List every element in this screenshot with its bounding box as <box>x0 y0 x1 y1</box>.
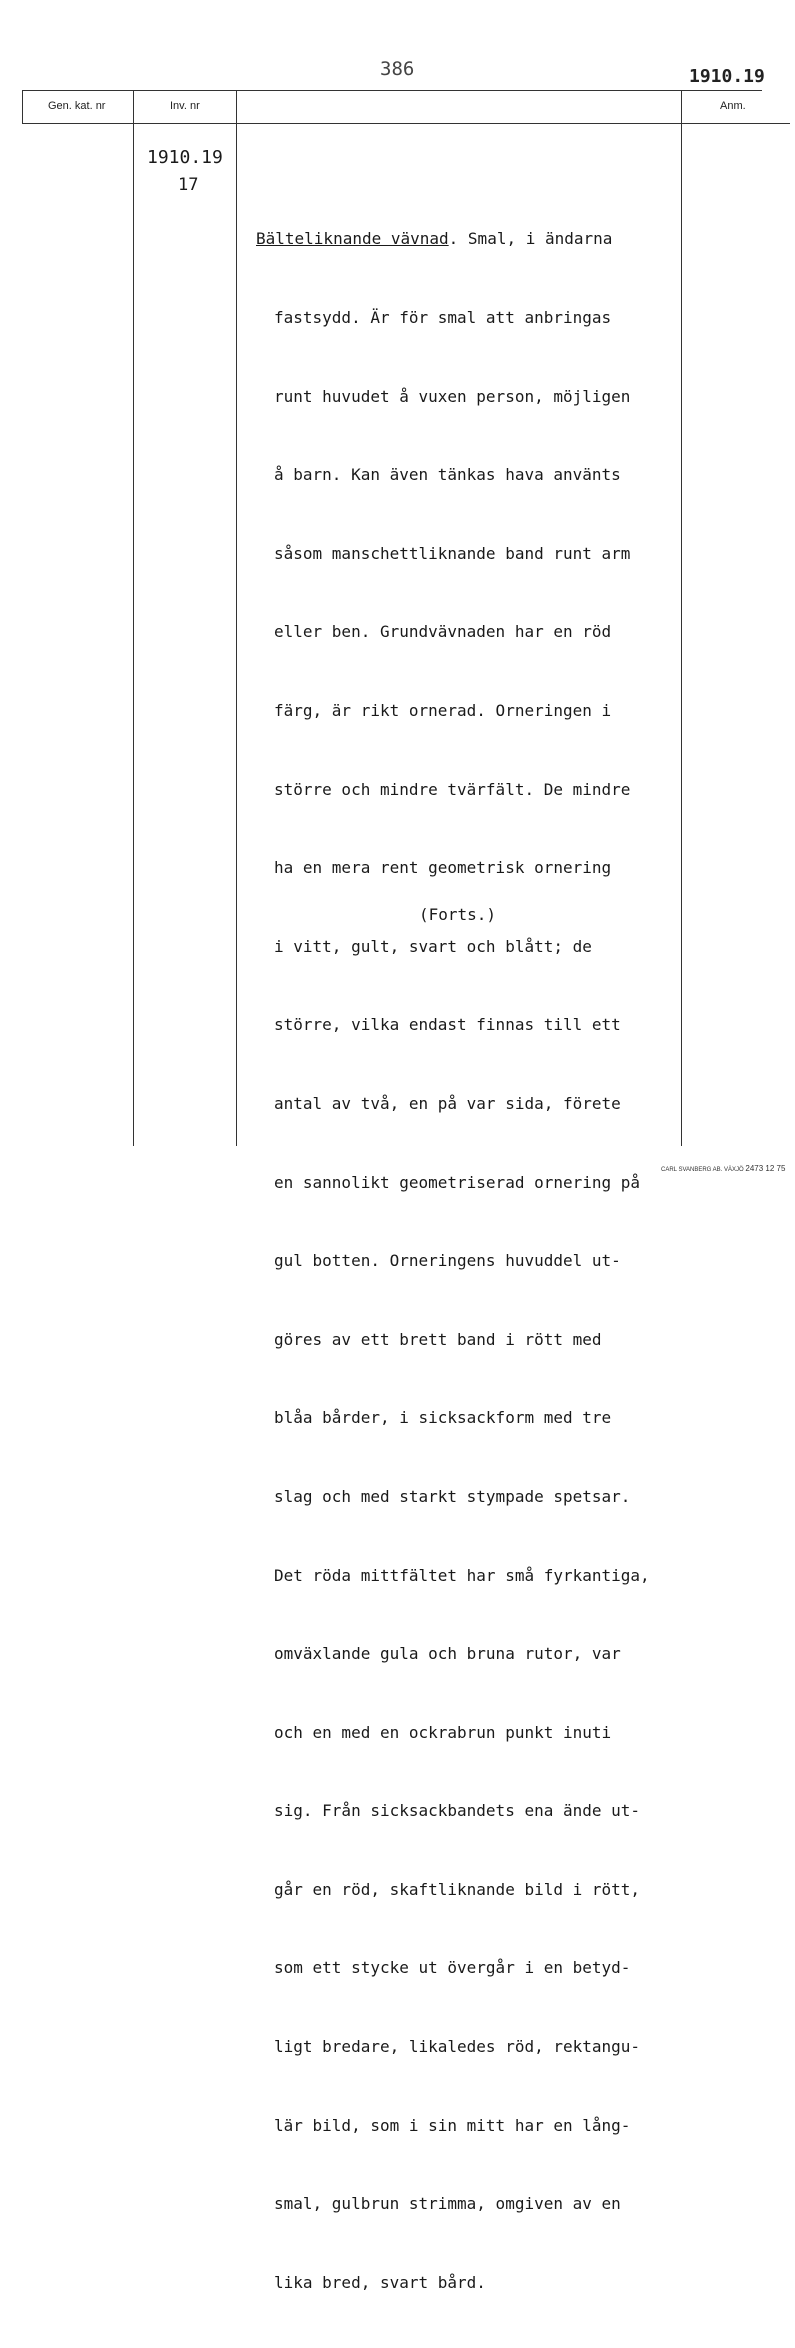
entry-line: större, vilka endast finnas till ett <box>274 1015 621 1035</box>
entry-line: fastsydd. Är för smal att anbringas <box>274 308 612 327</box>
entry-line: omväxlande gula och bruna rutor, var <box>274 1644 621 1664</box>
column-divider-gen-inv <box>133 90 134 1146</box>
left-margin-rule <box>22 90 23 124</box>
entry-line: en sannolikt geometriserad ornering på <box>274 1172 641 1192</box>
entry-line: i vitt, gult, svart och blått; de <box>274 936 592 956</box>
entry-line: antal av två, en på var sida, förete <box>274 1093 621 1113</box>
entry-line: lär bild, som i sin mitt har en lång- <box>274 2115 631 2135</box>
entry-title-rest: . Smal, i ändarna <box>448 229 613 249</box>
entry-line: slag och med starkt stympade spetsar. <box>274 1486 631 1506</box>
entry-line: ha en mera rent geometrisk ornering <box>274 858 612 878</box>
entry-line: smal, gulbrun strimma, omgiven av en <box>274 2194 621 2214</box>
entry-line: såsom manschettliknande band runt arm <box>274 543 631 563</box>
header-bottom-rule <box>22 123 790 124</box>
entry-title: Bälteliknande vävnad <box>256 229 449 249</box>
entry-line: Det röda mittfältet har små fyrkantiga, <box>274 1565 650 1585</box>
column-header-anm: Anm. <box>720 100 746 112</box>
printer-imprint <box>661 1164 785 1173</box>
header-catalog-number: 1910.19 <box>689 66 765 87</box>
column-divider-desc-anm <box>681 90 682 1146</box>
entry-line: färg, är rikt ornerad. Orneringen i <box>274 700 612 720</box>
column-header-inv-nr: Inv. nr <box>170 100 200 112</box>
inventory-year: 1910.19 <box>147 147 223 168</box>
column-divider-inv-desc <box>236 90 237 1146</box>
inventory-number: 17 <box>178 175 199 195</box>
entry-line: blåa bårder, i sicksackform med tre <box>274 1408 612 1428</box>
entry-line: som ett stycke ut övergår i en betyd- <box>274 1958 631 1978</box>
entry-line: å barn. Kan även tänkas hava använts <box>274 465 621 485</box>
continuation-note: (Forts.) <box>419 905 497 924</box>
entry-line: göres av ett brett band i rött med <box>274 1329 602 1349</box>
entry-first-line <box>256 226 650 252</box>
form-number: 2473 12 75 <box>745 1164 786 1173</box>
entry-line: runt huvudet å vuxen person, möjligen <box>274 386 631 406</box>
entry-line: större och mindre tvärfält. De mindre <box>274 779 631 799</box>
entry-description <box>256 174 650 2348</box>
entry-line: sig. Från sicksackbandets ena ände ut- <box>274 1801 641 1821</box>
entry-line: lika bred, svart bård. <box>274 2272 486 2292</box>
printer-name: CARL SVANBERG AB. VÄXJÖ <box>661 1167 744 1173</box>
entry-line: eller ben. Grundvävnaden har en röd <box>274 622 612 642</box>
page-number: 386 <box>380 58 415 80</box>
entry-line: går en röd, skaftliknande bild i rött, <box>274 1879 641 1899</box>
entry-line: ligt bredare, likaledes röd, rektangu- <box>274 2037 641 2057</box>
entry-line: och en med en ockrabrun punkt inuti <box>274 1722 612 1742</box>
entry-line: gul botten. Orneringens huvuddel ut- <box>274 1251 621 1271</box>
column-header-gen-kat-nr: Gen. kat. nr <box>48 100 106 112</box>
